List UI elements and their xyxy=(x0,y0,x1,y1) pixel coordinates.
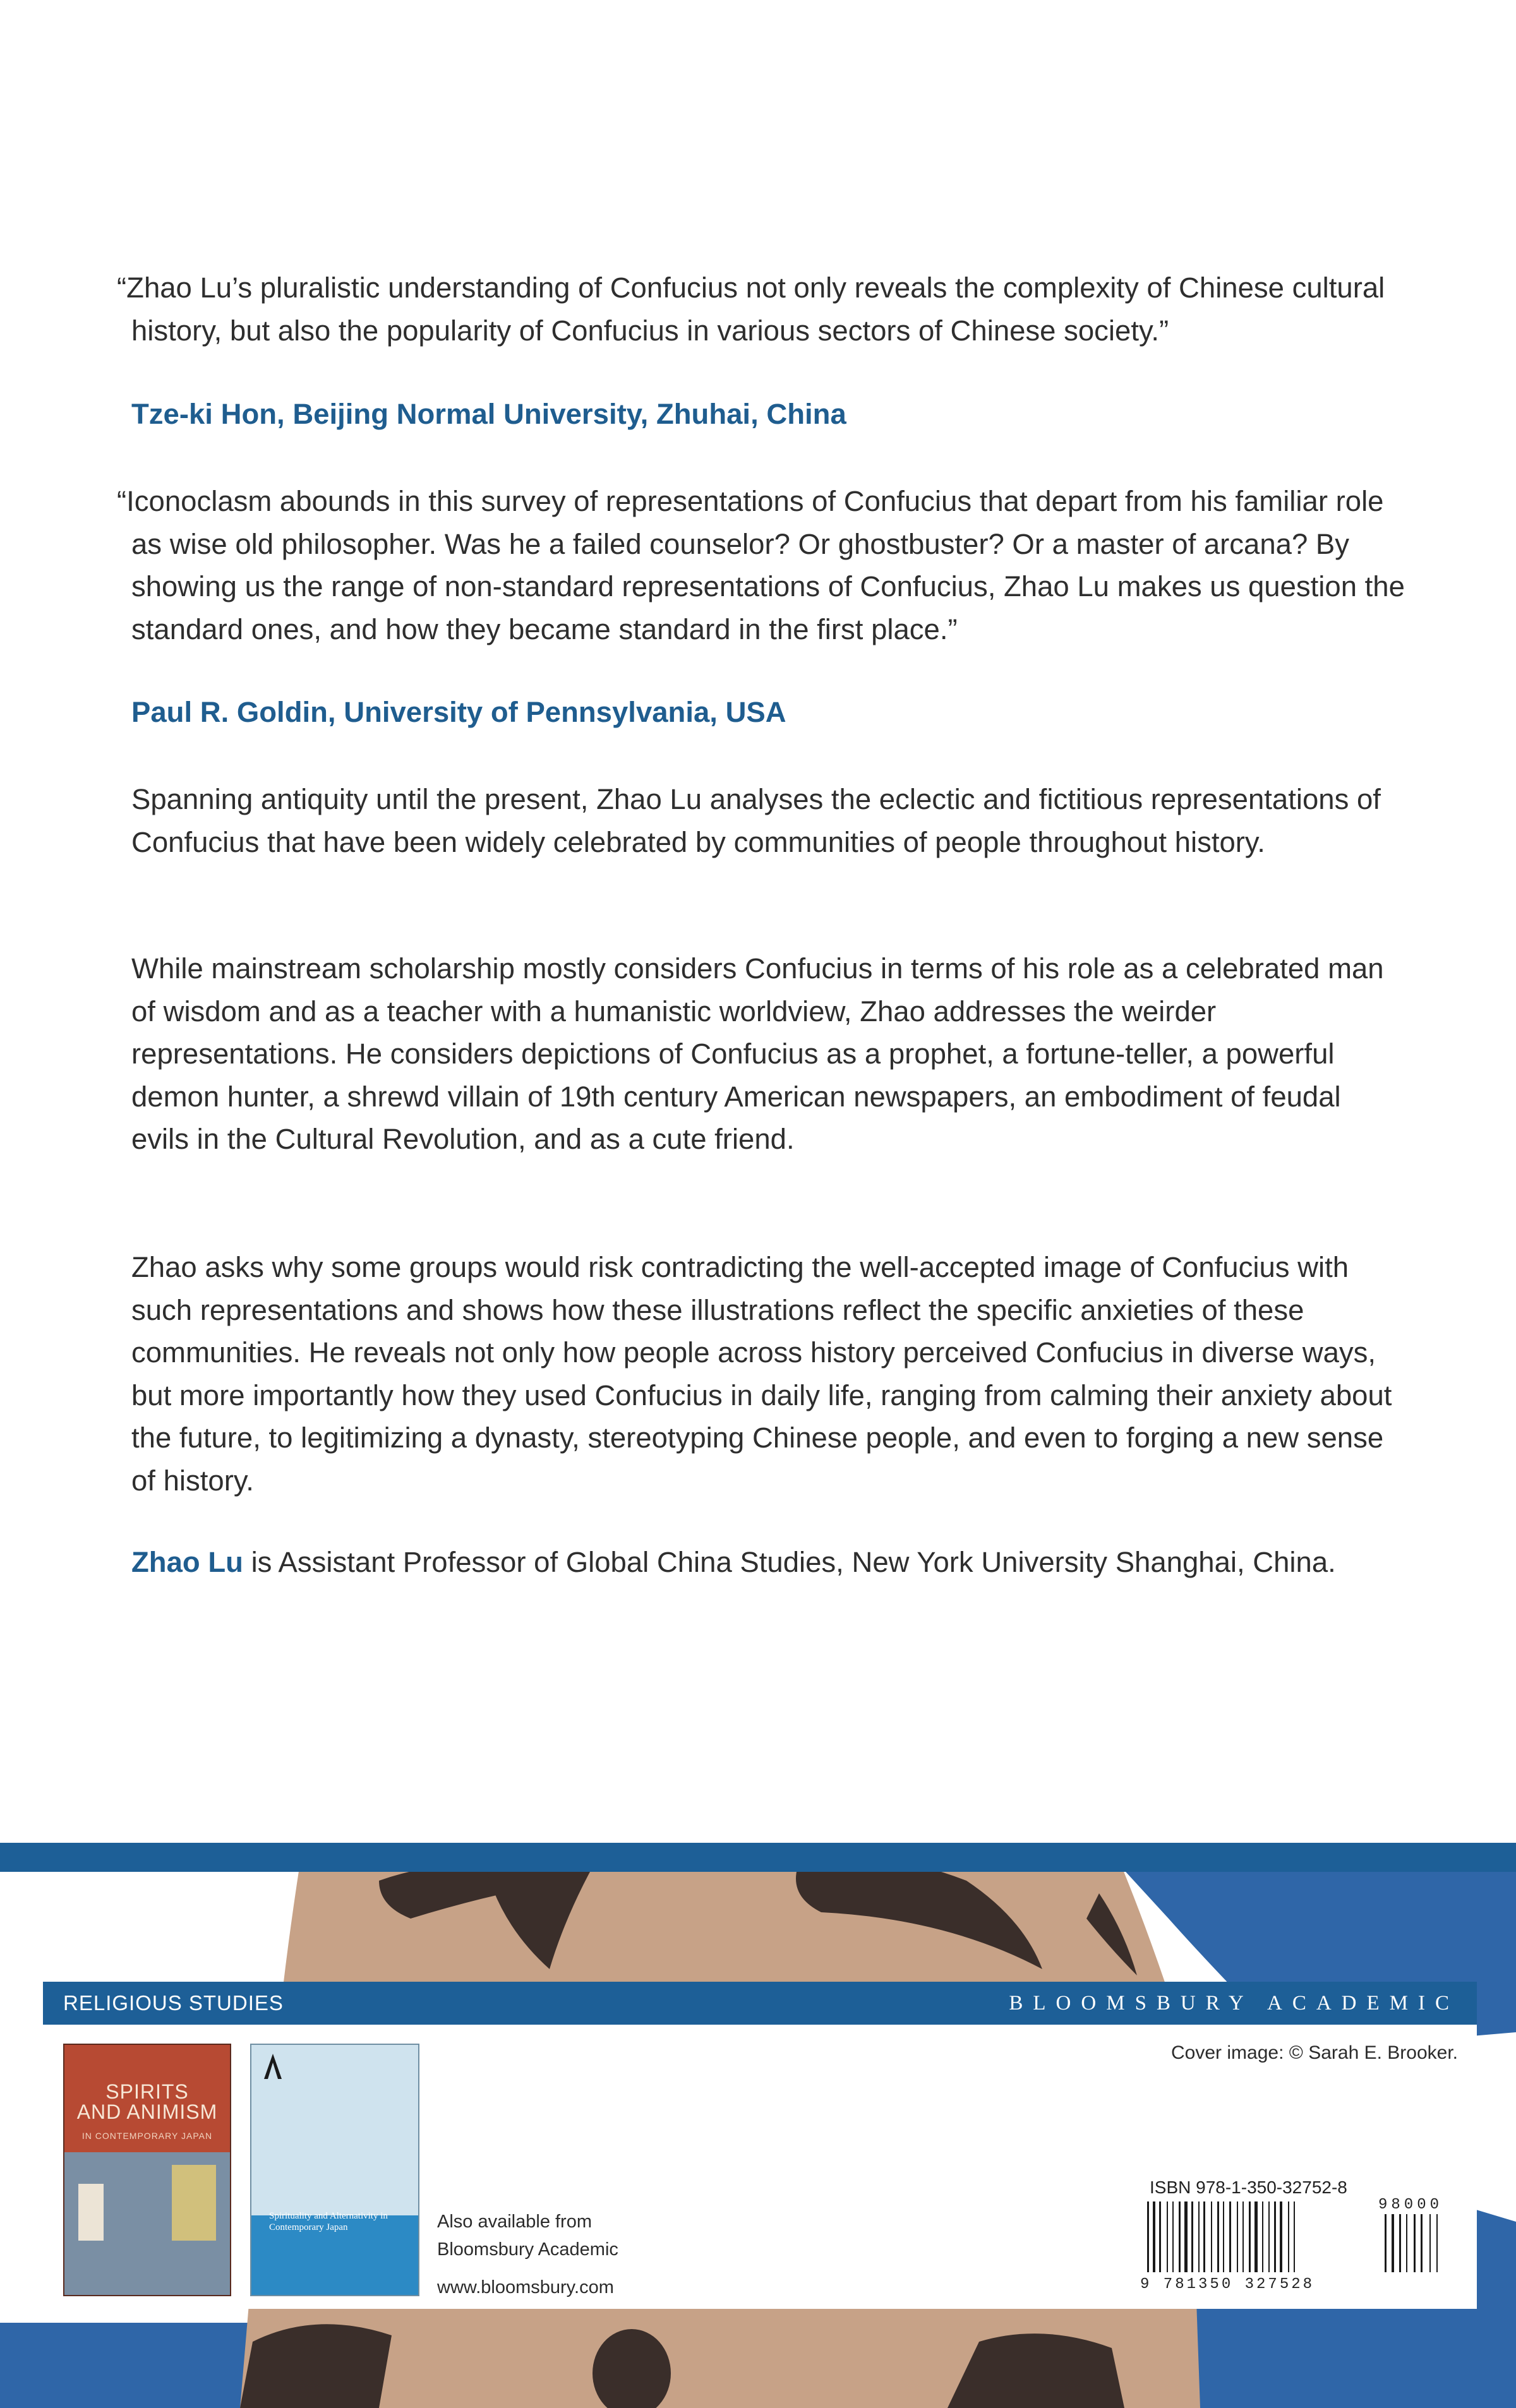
barcode-addon-bar xyxy=(1421,2214,1423,2272)
barcode-bar xyxy=(1198,2201,1200,2272)
barcode-bar xyxy=(1262,2201,1263,2272)
barcode-bar xyxy=(1237,2201,1238,2272)
barcode-bar xyxy=(1147,2201,1149,2272)
barcode-bar xyxy=(1268,2201,1270,2272)
barcode-bar xyxy=(1249,2201,1251,2272)
top-blue-band xyxy=(0,1843,1516,1872)
cover-credit: Cover image: © Sarah E. Brooker. xyxy=(1171,2042,1458,2063)
author-bio xyxy=(131,1541,1395,1584)
barcode-addon-bar xyxy=(1392,2214,1394,2272)
also-available xyxy=(437,2208,618,2263)
barcode-addon-bar xyxy=(1399,2214,1401,2272)
barcode-bar xyxy=(1288,2201,1289,2272)
related-book-spirits-and-animism xyxy=(63,2044,231,2296)
barcode-addon-bar xyxy=(1414,2214,1416,2272)
barcode-bar xyxy=(1223,2201,1224,2272)
barcode-number: 9 781350 327528 xyxy=(1140,2276,1315,2293)
description-paragraph-3: Zhao asks why some groups would risk contradicting the well-accepted image of Confucius with such representations and shows how these illustrations reflect the specific anxieties of these communities. He reveals not only how people across history perceived Confucius in diverse ways, but more importantly how they used Confucius in daily life, ranging from calming their anxiety about the future, to legitimizing a dynasty, stereotyping Chinese people, and even to forging a new sense of history. xyxy=(131,1251,1392,1497)
barcode-bar xyxy=(1217,2201,1219,2272)
barcode-bar xyxy=(1153,2201,1155,2272)
book1-title-line1: SPIRITS xyxy=(105,2080,189,2103)
price-code: 98000 xyxy=(1378,2196,1443,2213)
description-paragraph-1: Spanning antiquity until the present, Zhao Lu analyses the eclectic and fictitious representations of Confucius that have been widely celebrated by communities of people throughout history. xyxy=(131,783,1381,858)
barcode-bar xyxy=(1229,2201,1231,2272)
author-name: Zhao Lu xyxy=(131,1546,243,1578)
book1-title xyxy=(64,2082,230,2122)
barcode-bar xyxy=(1211,2201,1212,2272)
barcode-bar xyxy=(1159,2201,1161,2272)
review-attribution-1: Tze-ki Hon, Beijing Normal University, Zhuhai, China xyxy=(131,398,846,430)
barcode-bar xyxy=(1280,2201,1282,2272)
barcode-addon-bar xyxy=(1406,2214,1407,2272)
book-cover-sign xyxy=(78,2184,104,2241)
description-paragraph-2: While mainstream scholarship mostly considers Confucius in terms of his role as a celebrated man of wisdom and as a teacher with a humanistic worldview, Zhao addresses the weirder representations. He considers depictions of Confucius as a prophet, a fortune-teller, a powerful demon hunter, a shrewd villain of 19th century American newspapers, an embodiment of feudal evils in the Cultural Revolution, and as a cute friend. xyxy=(131,952,1384,1155)
book2-title: Spirituality and Alternativity in Contemporary Japan xyxy=(269,2211,388,2232)
barcode-bar xyxy=(1254,2201,1258,2272)
publisher-label: BLOOMSBURY ACADEMIC xyxy=(1009,1992,1459,2015)
barcode-addon-bar xyxy=(1429,2214,1431,2272)
also-available-line1: Also available from xyxy=(437,2212,592,2232)
barcode-bar xyxy=(1179,2201,1181,2272)
book1-title-line2: AND ANIMISM xyxy=(76,2100,218,2123)
series-label: RELIGIOUS STUDIES xyxy=(63,1991,284,2015)
review-attribution-2: Paul R. Goldin, University of Pennsylvania, USA xyxy=(131,696,786,728)
bloomsbury-logo-icon xyxy=(264,2054,282,2079)
barcode-addon-bar xyxy=(1436,2214,1438,2272)
book1-subtitle: IN CONTEMPORARY JAPAN xyxy=(81,2131,213,2141)
barcode-bar xyxy=(1191,2201,1193,2272)
barcode-bar xyxy=(1274,2201,1276,2272)
barcode-bar xyxy=(1167,2201,1168,2272)
barcode-bar xyxy=(1242,2201,1244,2272)
barcode-bar xyxy=(1203,2201,1205,2272)
review-quote-1: “Zhao Lu’s pluralistic understanding of Confucius not only reveals the complexity of Chinese cultural history, but also the popularity of Confucius in various sectors of Chinese society.” xyxy=(117,272,1385,347)
review-quote-2: “Iconoclasm abounds in this survey of representations of Confucius that depart from his familiar role as wise old philosopher. Was he a failed counselor? Or ghostbuster? Or a master of arcana? By showing us the range of non-standard representations of Confucius, Zhao Lu makes us question the standard ones, and how they became standard in the first place.” xyxy=(117,485,1405,645)
author-bio-text: is Assistant Professor of Global China Studies, New York University Shanghai, China. xyxy=(243,1546,1336,1578)
related-book-spirituality xyxy=(250,2044,419,2296)
also-available-line2: Bloomsbury Academic xyxy=(437,2239,618,2260)
barcode-bar xyxy=(1172,2201,1174,2272)
barcode-bar xyxy=(1184,2201,1188,2272)
barcode-bar xyxy=(1294,2201,1295,2272)
isbn-text: ISBN 978-1-350-32752-8 xyxy=(1150,2177,1347,2197)
book-cover-building xyxy=(172,2165,216,2241)
barcode-addon-bar xyxy=(1385,2214,1387,2272)
website-link[interactable]: www.bloomsbury.com xyxy=(437,2277,614,2297)
